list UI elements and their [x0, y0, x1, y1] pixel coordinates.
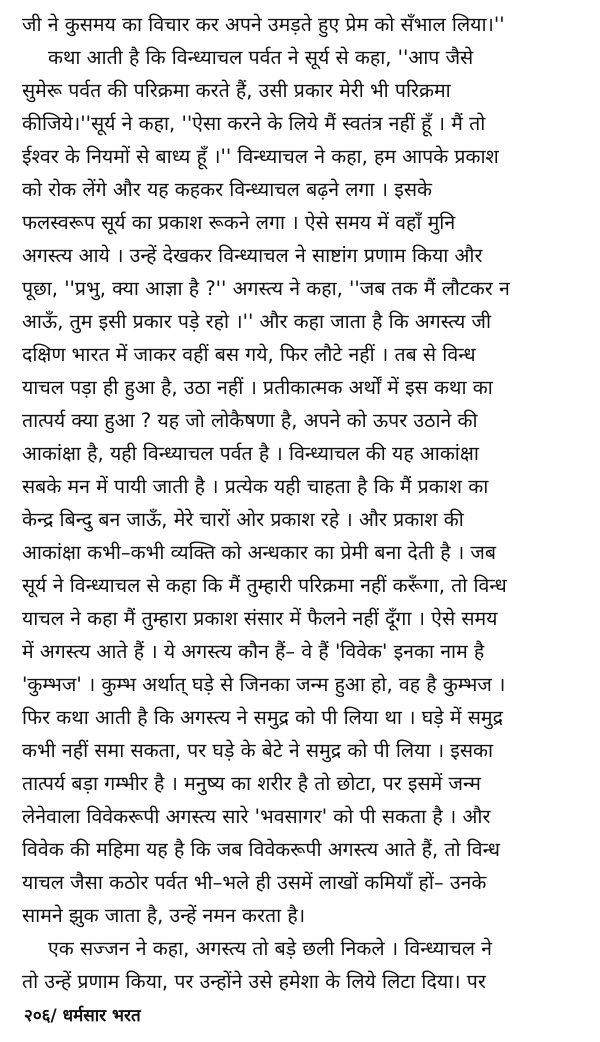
text-line: आकांक्षा कभी–कभी व्यक्ति को अन्धकार का प्रेमी बना देती है । जब: [22, 541, 497, 564]
paragraph-start-line: कथा आती है कि विन्ध्याचल पर्वत ने सूर्य से कहा, ''आप जैसे: [48, 46, 474, 69]
text-line: फलस्वरूप सूर्य का प्रकाश रूकने लगा । ऐसे समय में वहाँ मुनि: [22, 211, 456, 234]
text-line: को रोक लेंगे और यह कहकर विन्ध्याचल बढ़ने लगा । इसके: [22, 178, 432, 201]
text-line: लेनेवाला विवेकरूपी अगस्त्य सारे 'भवसागर' को पी सकता है । और: [22, 805, 491, 828]
text-line: जी ने कुसमय का विचार कर अपने उमड़ते हुए प्रेम को सँभाल लिया।'': [22, 13, 505, 36]
text-line: तात्पर्य क्या हुआ ? यह जो लोकैषणा है, अपने को ऊपर उठाने की: [22, 409, 478, 432]
text-line: तात्पर्य बड़ा गम्भीर है । मनुष्य का शरीर है तो छोटा, पर इसमें जन्म: [22, 772, 481, 795]
text-line: याचल जैसा कठोर पर्वत भी–भले ही उसमें लाखों कमियाँ हों– उनके: [22, 871, 487, 894]
text-line: कीजिये।''सूर्य ने कहा, ''ऐसा करने के लिये मैं स्वतंत्र नहीं हूँ । मैं तो: [22, 112, 486, 135]
text-line: याचल ने कहा मैं तुम्हारा प्रकाश संसार में फैलने नहीं दूँगा । ऐसे समय: [22, 607, 498, 630]
text-line: केन्द्र बिन्दु बन जाऊँ, मेरे चारों ओर प्रकाश रहे । और प्रकाश की: [22, 508, 464, 531]
text-line: आऊँ, तुम इसी प्रकार पड़े रहो ।'' और कहा जाता है कि अगस्त्य जी: [22, 310, 492, 333]
text-line: सबके मन में पायी जाती है । प्रत्येक यही चाहता है कि मैं प्रकाश का: [22, 475, 489, 498]
text-line: 'कुम्भज' । कुम्भ अर्थात् घड़े से जिनका जन्म हुआ हो, वह है कुम्भज ।: [22, 673, 506, 696]
page-footer: २०६/ धर्मसार भरत: [24, 1006, 141, 1026]
text-line: विवेक की महिमा यह है कि जब विवेकरूपी अगस्त्य आते हैं, तो विन्ध: [22, 838, 501, 861]
text-line: अगस्त्य आये । उन्हें देखकर विन्ध्याचल ने साष्टांग प्रणाम किया और: [22, 244, 483, 267]
text-line: में अगस्त्य आते हैं । ये अगस्त्य कौन हैं– वे हैं 'विवेक' इनका नाम है: [22, 640, 485, 663]
text-line: फिर कथा आती है कि अगस्त्य ने समुद्र को पी लिया था । घड़े में समुद्र: [22, 706, 503, 729]
paragraph-start-line: एक सज्जन ने कहा, अगस्त्य तो बड़े छली निकले । विन्ध्याचल ने: [48, 937, 492, 960]
text-line: सूर्य ने विन्ध्याचल से कहा कि मैं तुम्हारी परिक्रमा नहीं करूँगा, तो विन्ध: [22, 574, 507, 597]
text-line: सुमेरू पर्वत की परिक्रमा करते हैं, उसी प्रकार मेरी भी परिक्रमा: [22, 79, 451, 102]
text-line: कभी नहीं समा सकता, पर घड़े के बेटे ने समुद्र को पी लिया । इसका: [22, 739, 494, 762]
text-line: पूछा, ''प्रभु, क्या आज्ञा है ?'' अगस्त्य ने कहा, ''जब तक मैं लौटकर न: [22, 277, 510, 300]
text-line: याचल पड़ा ही हुआ है, उठा नहीं । प्रतीकात्मक अर्थों में इस कथा का: [22, 376, 493, 399]
text-line: तो उन्हें प्रणाम किया, पर उन्होंने उसे हमेशा के लिये लिटा दिया। पर: [22, 970, 486, 993]
text-line: ईश्वर के नियमों से बाध्य हूँ ।'' विन्ध्याचल ने कहा, हम आपके प्रकाश: [22, 145, 499, 168]
text-line: सामने झुक जाता है, उन्हें नमन करता है।: [22, 904, 306, 927]
text-line: आकांक्षा है, यही विन्ध्याचल पर्वत है । विन्ध्याचल की यह आकांक्षा: [22, 442, 479, 465]
text-line: दक्षिण भारत में जाकर वहीं बस गये, फिर लौटे नहीं । तब से विन्ध: [22, 343, 476, 366]
